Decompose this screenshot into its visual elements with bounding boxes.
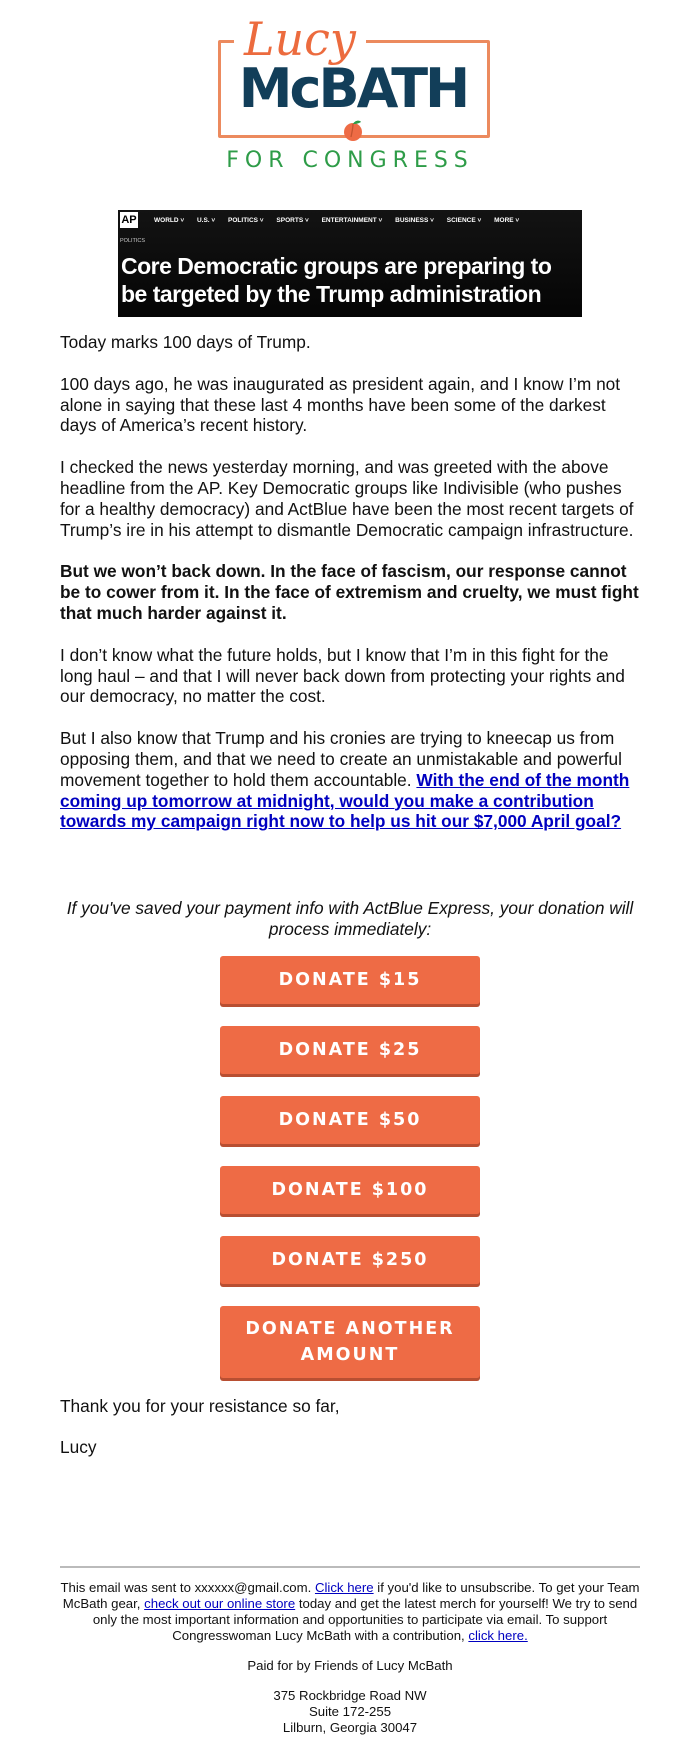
news-nav-item: U.S. ˅: [196, 217, 216, 224]
footer-disclaimer: [60, 1580, 640, 1644]
logo-tagline: FOR CONGRESS: [226, 148, 474, 173]
news-nav-item: WORLD ˅: [154, 217, 185, 224]
donate-250-button[interactable]: DONATE $250: [220, 1236, 480, 1284]
news-nav: [154, 217, 530, 224]
news-section-label: POLITICS: [120, 238, 146, 244]
ask-text: But I also know that Trump and his cronies are trying to kneecap us from opposing them, and that we need to create an unmistakable and powerful movement together to hold them accountable.: [60, 728, 623, 790]
contribute-link[interactable]: click here.: [468, 1628, 528, 1643]
footer-text: if you'd like to unsubscribe. To get your Team McBath gear,: [62, 1580, 640, 1611]
donate-25-button[interactable]: DONATE $25: [220, 1026, 480, 1074]
online-store-link[interactable]: check out our online store: [144, 1596, 296, 1611]
footer-divider: [60, 1566, 640, 1568]
paid-for-line: Paid for by Friends of Lucy McBath: [247, 1658, 453, 1673]
donate-15-button[interactable]: DONATE $15: [220, 956, 480, 1004]
footer-text: This email was sent to xxxxxx@gmail.com.: [60, 1580, 315, 1595]
closing-thanks: Thank you for your resistance so far,: [60, 1396, 340, 1416]
news-nav-item: BUSINESS ˅: [395, 217, 434, 224]
paragraph-inauguration: 100 days ago, he was inaugurated as president again, and I know I’m not alone in saying that these last 4 months have been some of the darkest days of America’s recent history.: [60, 373, 621, 436]
signature: Lucy: [60, 1437, 97, 1457]
donate-other-amount-button[interactable]: DONATE ANOTHER AMOUNT: [220, 1306, 480, 1378]
news-nav-item: MORE ˅: [494, 217, 520, 224]
peach-icon: [341, 118, 365, 142]
campaign-logo: [0, 0, 700, 190]
address-line: 375 Rockbridge Road NW: [273, 1688, 427, 1703]
actblue-note: If you've saved your payment info with ActBlue Express, your donation will process immediately:: [66, 898, 634, 939]
ap-logo: AP: [121, 214, 137, 226]
footer-text: today and get the latest merch for yourself! We try to send only the most important information and opportunities to participate via email. To support Congresswoman Lucy McBath with a contribution,: [92, 1596, 638, 1643]
email-body: [60, 332, 640, 853]
paragraph-resolve: But we won’t back down. In the face of fascism, our response cannot be to cower from it. In the face of extremism and cruelty, we must fight that much harder against it.: [60, 561, 639, 623]
news-nav-item: POLITICS ˅: [228, 217, 264, 224]
logo-last-name: McBATH: [238, 57, 468, 120]
paragraph-long-haul: I don’t know what the future holds, but I know that I’m in this fight for the long haul – and that I will never back down from protecting your rights and our democracy, no matter the cost.: [60, 644, 625, 707]
donate-50-button[interactable]: DONATE $50: [220, 1096, 480, 1144]
address-line: Suite 172-255: [308, 1704, 392, 1719]
paragraph-ask: [60, 728, 640, 832]
news-headline: Core Democratic groups are preparing to be targeted by the Trump administration: [121, 253, 552, 307]
paragraph-intro: Today marks 100 days of Trump.: [60, 332, 311, 352]
news-nav-item: SPORTS ˅: [276, 217, 309, 224]
logo-first-name: Lucy: [234, 14, 366, 64]
donate-100-button[interactable]: DONATE $100: [220, 1166, 480, 1214]
unsubscribe-link[interactable]: Click here: [314, 1580, 374, 1595]
email-footer: [60, 1580, 640, 1736]
address-line: Lilburn, Georgia 30047: [282, 1720, 418, 1735]
paragraph-news: I checked the news yesterday morning, and was greeted with the above headline from the AP. Key Democratic groups like Indivisible (who pushes for a healthy democracy) and ActBlue have been the most recent targets of Trump’s ire in his attempt to dismantle Democratic campaign infrastructure.: [60, 457, 634, 540]
news-nav-item: SCIENCE ˅: [446, 217, 482, 224]
contribution-ask-link[interactable]: With the end of the month coming up tomorrow at midnight, would you make a contribution towards my campaign right now to help us hit our $7,000 April goal?: [60, 769, 630, 832]
news-nav-item: ENTERTAINMENT ˅: [321, 217, 383, 224]
ap-news-banner: [118, 210, 582, 317]
